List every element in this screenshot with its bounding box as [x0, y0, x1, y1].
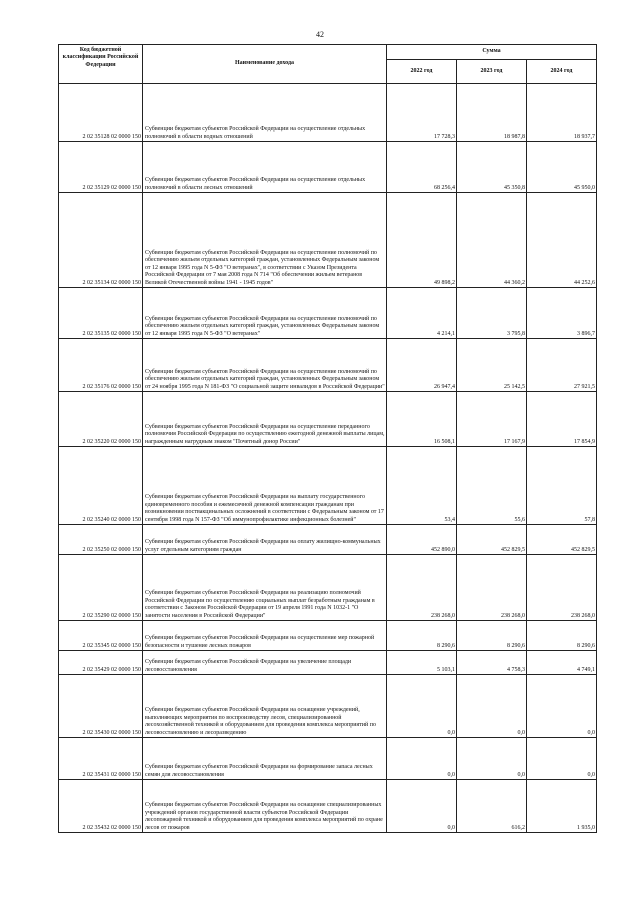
row-value-2022: 68 256,4: [387, 142, 457, 193]
row-code: 2 02 35250 02 0000 150: [59, 525, 143, 555]
row-value-2022: 0,0: [387, 738, 457, 780]
row-value-2023: 45 350,8: [457, 142, 527, 193]
row-value-2022: 0,0: [387, 780, 457, 833]
row-value-2024: 27 921,5: [527, 339, 597, 392]
row-code: 2 02 35135 02 0000 150: [59, 288, 143, 339]
table-row: [59, 780, 597, 833]
row-value-2024: 45 950,0: [527, 142, 597, 193]
row-value-2024: 57,8: [527, 447, 597, 525]
row-value-2022: 238 268,0: [387, 555, 457, 621]
row-value-2023: 0,0: [457, 738, 527, 780]
row-value-2023: 3 795,8: [457, 288, 527, 339]
row-code: 2 02 35429 02 0000 150: [59, 651, 143, 675]
row-value-2024: 452 829,5: [527, 525, 597, 555]
row-value-2024: 8 290,6: [527, 621, 597, 651]
row-code: 2 02 35431 02 0000 150: [59, 738, 143, 780]
row-value-2023: 616,2: [457, 780, 527, 833]
row-value-2024: 4 749,1: [527, 651, 597, 675]
header-year-2023: 2023 год: [457, 60, 527, 84]
row-value-2022: 26 947,4: [387, 339, 457, 392]
table-row: [59, 392, 597, 447]
header-year-2022: 2022 год: [387, 60, 457, 84]
table-row: [59, 193, 597, 288]
row-name: Субвенции бюджетам субъектов Российской Федерации на осуществление полномочий по обеспечению жильем отдельных категорий граждан, установленных Федеральным законом от 24 ноября 1995 года N 181-ФЗ "О социальной защите инвалидов в Российской Федерации": [143, 339, 387, 392]
row-value-2022: 4 214,1: [387, 288, 457, 339]
row-value-2023: 17 167,9: [457, 392, 527, 447]
table-row: [59, 738, 597, 780]
row-code: 2 02 35176 02 0000 150: [59, 339, 143, 392]
row-value-2023: 4 758,3: [457, 651, 527, 675]
row-value-2023: 238 268,0: [457, 555, 527, 621]
row-value-2023: 44 360,2: [457, 193, 527, 288]
row-value-2024: 0,0: [527, 675, 597, 738]
row-code: 2 02 35128 02 0000 150: [59, 84, 143, 142]
row-value-2023: 25 142,5: [457, 339, 527, 392]
row-name: Субвенции бюджетам субъектов Российской Федерации на увеличение площади лесовосстановления: [143, 651, 387, 675]
table-row: [59, 555, 597, 621]
row-code: 2 02 35430 02 0000 150: [59, 675, 143, 738]
row-code: 2 02 35134 02 0000 150: [59, 193, 143, 288]
row-code: 2 02 35220 02 0000 150: [59, 392, 143, 447]
row-code: 2 02 35129 02 0000 150: [59, 142, 143, 193]
table-row: [59, 621, 597, 651]
row-name: Субвенции бюджетам субъектов Российской Федерации на оснащение учреждений, выполняющих мероприятия по воспроизводству лесов, специализированной лесохозяйственной техникой и оборудованием для проведения комплекса мероприятий по лесовосстановлению и лесоразведению: [143, 675, 387, 738]
table-row: [59, 339, 597, 392]
row-value-2024: 44 252,6: [527, 193, 597, 288]
table-row: [59, 142, 597, 193]
table-row: [59, 525, 597, 555]
row-name: Субвенции бюджетам субъектов Российской Федерации на выплату государственного единовременного пособия и ежемесячной денежной компенсации гражданам при возникновении поствакцинальных осложнений в соответствии с Федеральным законом от 17 сентября 1998 года N 157-ФЗ "Об иммунопрофилактике инфекционных болезней": [143, 447, 387, 525]
row-name: Субвенции бюджетам субъектов Российской Федерации на осуществление отдельных полномочий в области водных отношений: [143, 84, 387, 142]
row-value-2022: 16 508,1: [387, 392, 457, 447]
row-value-2024: 3 896,7: [527, 288, 597, 339]
row-code: 2 02 35240 02 0000 150: [59, 447, 143, 525]
table-row: [59, 675, 597, 738]
row-name: Субвенции бюджетам субъектов Российской Федерации на осуществление мер пожарной безопасности и тушение лесных пожаров: [143, 621, 387, 651]
row-value-2022: 17 728,3: [387, 84, 457, 142]
row-name: Субвенции бюджетам субъектов Российской Федерации на осуществление полномочий по обеспечению жильем отдельных категорий граждан, установленных Федеральным законом от 12 января 1995 года N 5-ФЗ "О ветеранах", в соответствии с Указом Президента Российской Федерации от 7 мая 2008 года N 714 "Об обеспечении жильем ветеранов Великой Отечественной войны 1941 - 1945 годов": [143, 193, 387, 288]
row-name: Субвенции бюджетам субъектов Российской Федерации на оснащение специализированных учреждений органов государственной власти субъектов Российской Федерации лесопожарной техникой и оборудованием для проведения комплекса мероприятий по охране лесов от пожаров: [143, 780, 387, 833]
revenue-table: [58, 44, 597, 833]
row-value-2022: 0,0: [387, 675, 457, 738]
table-row: [59, 84, 597, 142]
row-value-2024: 0,0: [527, 738, 597, 780]
header-sum: Сумма: [387, 45, 597, 60]
row-value-2022: 5 103,1: [387, 651, 457, 675]
row-name: Субвенции бюджетам субъектов Российской Федерации на реализацию полномочий Российской Федерации по осуществлению социальных выплат безработным гражданам в соответствии с Законом Российской Федерации от 19 апреля 1991 года N 1032-1 "О занятости населения в Российской Федерации": [143, 555, 387, 621]
header-year-2024: 2024 год: [527, 60, 597, 84]
row-code: 2 02 35345 02 0000 150: [59, 621, 143, 651]
row-code: 2 02 35290 02 0000 150: [59, 555, 143, 621]
row-value-2022: 452 890,0: [387, 525, 457, 555]
page-number: 42: [316, 30, 324, 39]
row-name: Субвенции бюджетам субъектов Российской Федерации на формирование запаса лесных семян для лесовосстановления: [143, 738, 387, 780]
row-value-2023: 55,6: [457, 447, 527, 525]
row-value-2023: 8 290,6: [457, 621, 527, 651]
row-name: Субвенции бюджетам субъектов Российской Федерации на осуществление полномочий по обеспечению жильем отдельных категорий граждан, установленных Федеральным законом от 12 января 1995 года N 5-ФЗ "О ветеранах": [143, 288, 387, 339]
row-value-2024: 17 854,9: [527, 392, 597, 447]
row-value-2022: 53,4: [387, 447, 457, 525]
row-value-2022: 49 898,2: [387, 193, 457, 288]
row-value-2023: 18 987,8: [457, 84, 527, 142]
table-row: [59, 288, 597, 339]
header-code: Код бюджетной классификации Российской Федерации: [59, 45, 143, 84]
row-name: Субвенции бюджетам субъектов Российской Федерации на оплату жилищно-коммунальных услуг отдельным категориям граждан: [143, 525, 387, 555]
row-value-2022: 8 290,6: [387, 621, 457, 651]
table-row: [59, 447, 597, 525]
row-name: Субвенции бюджетам субъектов Российской Федерации на осуществление переданного полномочия Российской Федерации по осуществлению ежегодной денежной выплаты лицам, награжденным нагрудным знаком "Почетный донор России": [143, 392, 387, 447]
row-code: 2 02 35432 02 0000 150: [59, 780, 143, 833]
row-value-2024: 238 268,0: [527, 555, 597, 621]
row-value-2023: 0,0: [457, 675, 527, 738]
table-row: [59, 651, 597, 675]
row-name: Субвенции бюджетам субъектов Российской Федерации на осуществление отдельных полномочий в области лесных отношений: [143, 142, 387, 193]
header-name: Наименование дохода: [143, 45, 387, 84]
row-value-2023: 452 829,5: [457, 525, 527, 555]
row-value-2024: 18 937,7: [527, 84, 597, 142]
row-value-2024: 1 935,0: [527, 780, 597, 833]
